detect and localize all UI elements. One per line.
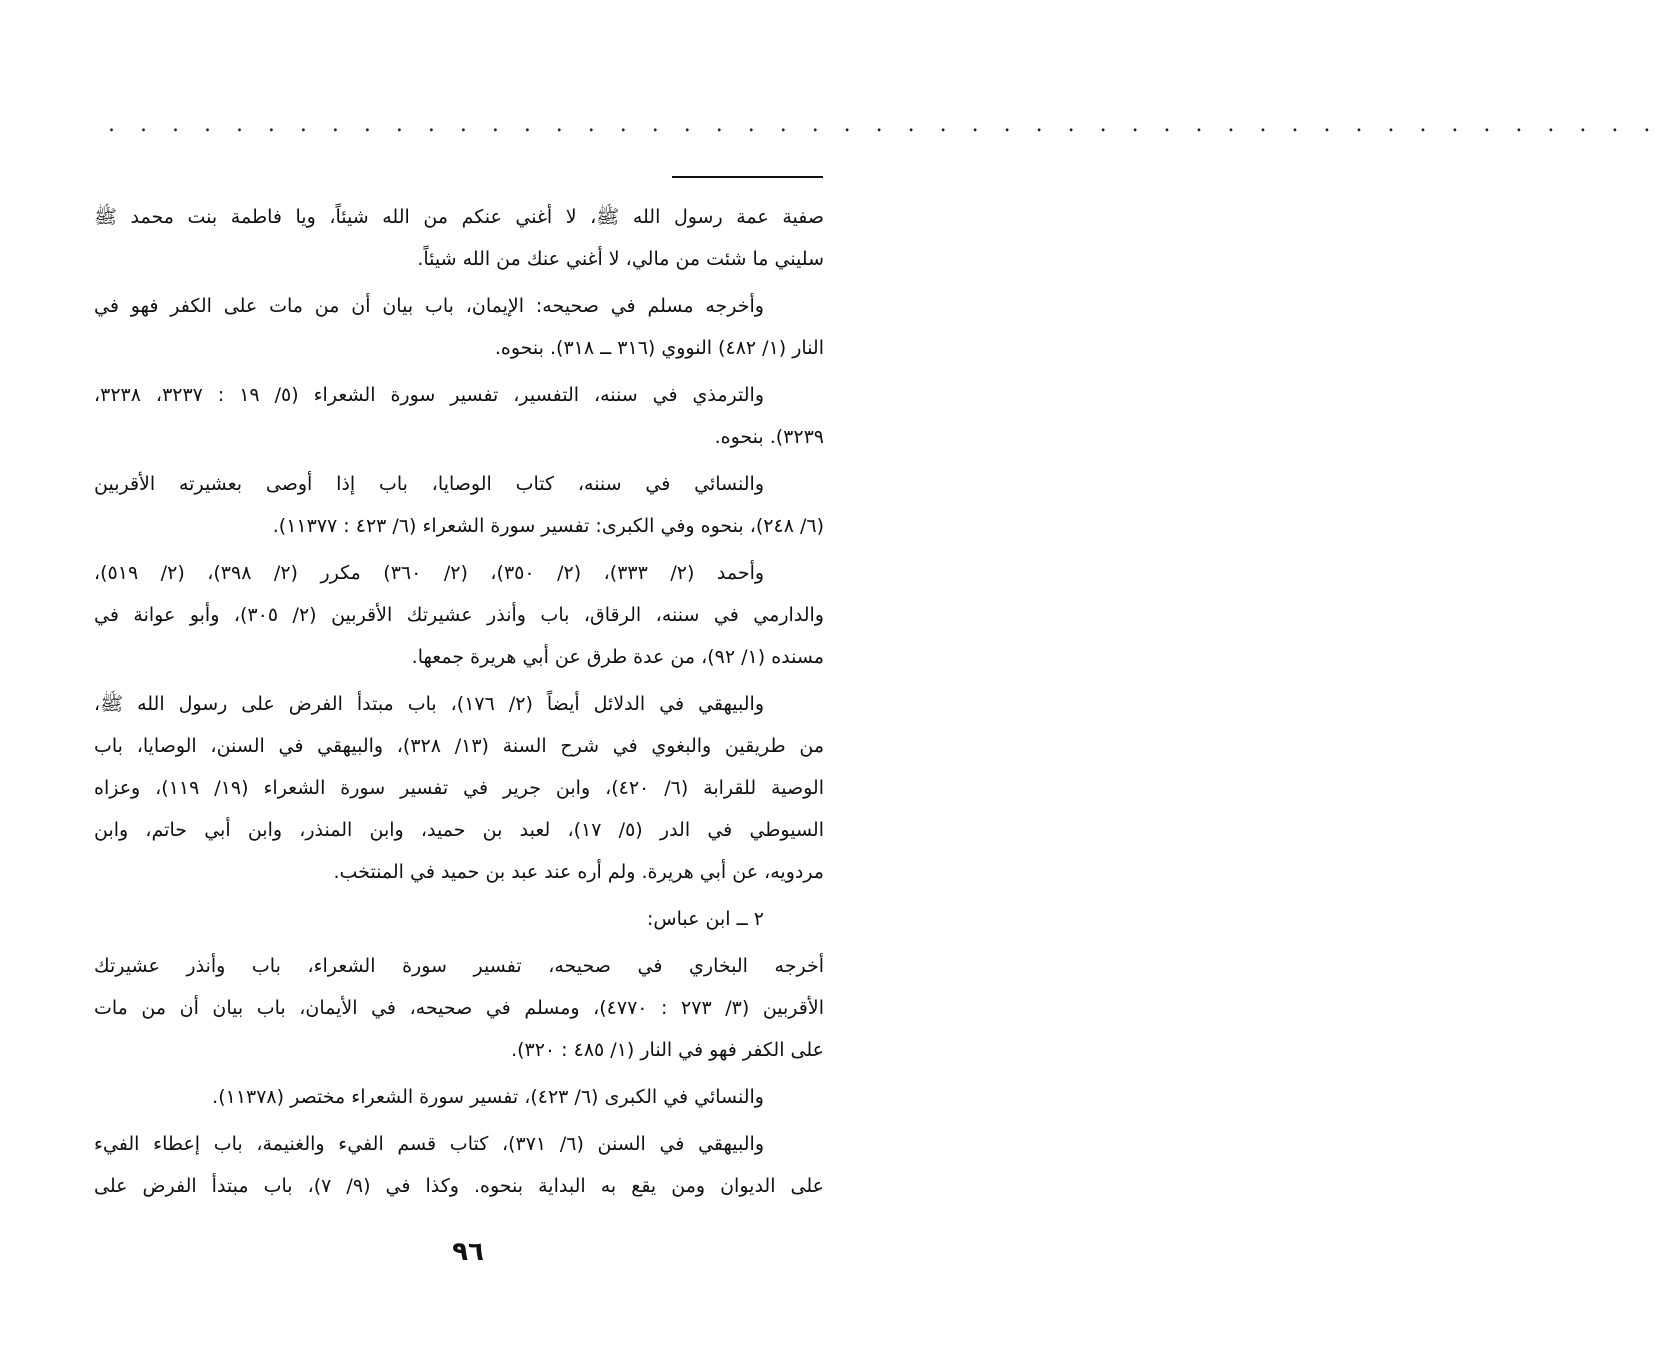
text-line: والنسائي في الكبرى (٦/ ٤٢٣)، تفسير سورة الشعراء مختصر (١١٣٧٨). (212, 1086, 764, 1108)
text-line: والبيهقي في السنن (٦/ ٣٧١)، كتاب قسم الفيء والغنيمة، باب إعطاء الفيء (94, 1133, 764, 1155)
text-line: والدارمي في سننه، الرقاق، باب وأنذر عشيرتك الأقربين (٢/ ٣٠٥)، وأبو عوانة في (94, 604, 824, 626)
page-number: ٩٦ (452, 1237, 484, 1267)
section-heading: ٢ ــ ابن عباس: (647, 908, 764, 930)
text-line: صفية عمة رسول الله ﷺ، لا أغني عنكم من الله شيئاً، ويا فاطمة بنت محمد ﷺ (94, 206, 824, 228)
text-line: والترمذي في سننه، التفسير، تفسير سورة الشعراء (٥/ ١٩ : ٣٢٣٧، ٣٢٣٨، (94, 384, 764, 406)
text-line: وأحمد (٢/ ٣٣٣)، (٢/ ٣٥٠)، (٢/ ٣٦٠) مكرر (٢/ ٣٩٨)، (٢/ ٥١٩)، (94, 562, 765, 584)
text-line: الوصية للقرابة (٦/ ٤٢٠)، وابن جرير في تفسير سورة الشعراء (١٩/ ١١٩)، وعزاه (94, 777, 824, 799)
text-line: (٦/ ٢٤٨)، بنحوه وفي الكبرى: تفسير سورة الشعراء (٦/ ٤٢٣ : ١١٣٧٧). (272, 515, 824, 537)
text-line: مردويه، عن أبي هريرة. ولم أره عند عبد بن حميد في المنتخب. (333, 861, 824, 883)
text-line: على الكفر فهو في النار (١/ ٤٨٥ : ٣٢٠). (511, 1039, 824, 1061)
text-line: على الديوان ومن يقع به البداية بنحوه. وكذا في (٩/ ٧)، باب مبتدأ الفرض على (94, 1175, 824, 1197)
text-line: سليني ما شئت من مالي، لا أغني عنك من الله شيئاً. (417, 248, 824, 270)
footnote-text (94, 196, 824, 1207)
footnote-rule (672, 176, 823, 178)
text-line: من طريقين والبغوي في شرح السنة (١٣/ ٣٢٨)، والبيهقي في السنن، الوصايا، باب (94, 735, 824, 757)
text-line: والبيهقي في الدلائل أيضاً (٢/ ١٧٦)، باب مبتدأ الفرض على رسول الله ﷺ، (94, 693, 765, 715)
text-line: النار (١/ ٤٨٢) النووي (٣١٦ ــ ٣١٨). بنحوه. (494, 337, 824, 359)
text-line: أخرجه البخاري في صحيحه، تفسير سورة الشعراء، باب وأنذر عشيرتك (94, 955, 824, 977)
text-line: وأخرجه مسلم في صحيحه: الإيمان، باب بيان أن من مات على الكفر فهو في (94, 295, 764, 317)
text-line: السيوطي في الدر (٥/ ١٧)، لعبد بن حميد، وابن المنذر، وابن أبي حاتم، وابن (94, 819, 824, 841)
text-line: الأقربين (٣/ ٢٧٣ : ٤٧٧٠)، ومسلم في صحيحه، في الأيمان، باب بيان أن من مات (94, 997, 824, 1019)
separator-dots: . . . . . . . . . . . . . . . . . . . . . . . . . . . . . . . . . . . . . . . . . . . . . . . . . (108, 112, 1659, 137)
text-line: ٣٢٣٩). بنحوه. (714, 426, 824, 448)
text-line: والنسائي في سننه، كتاب الوصايا، باب إذا أوصى بعشيرته الأقربين (94, 473, 764, 495)
text-line: مسنده (١/ ٩٢)، من عدة طرق عن أبي هريرة جمعها. (411, 646, 824, 668)
